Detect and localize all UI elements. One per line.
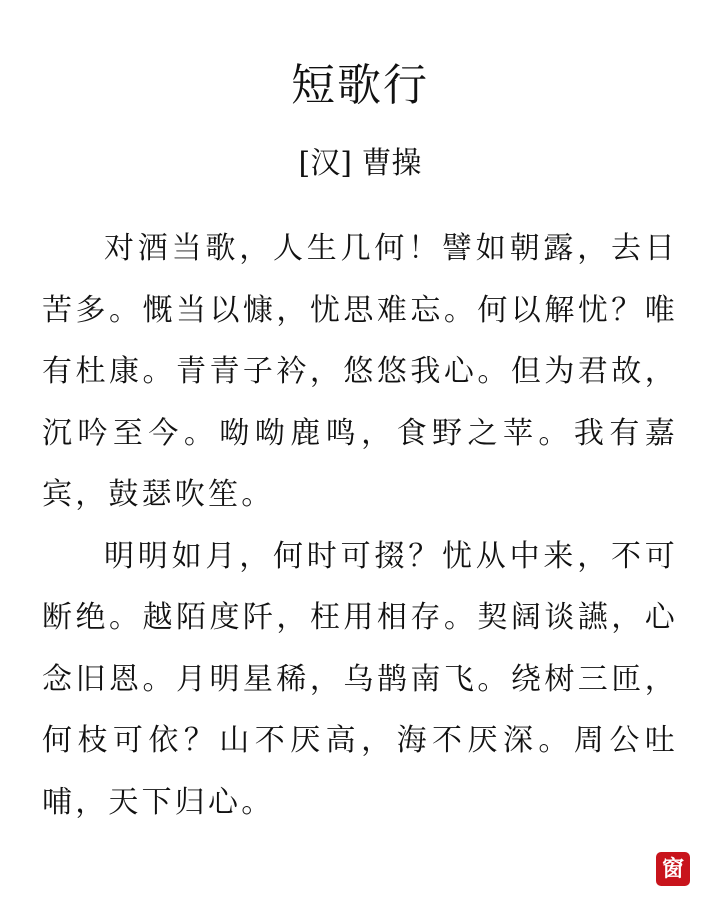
poem-paragraph-2: 明明如月，何时可掇？忧从中来，不可断绝。越陌度阡，枉用相存。契阔谈讌，心念旧恩。月明星稀，乌鹊南飞。绕树三匝，何枝可依？山不厌高，海不厌深。周公吐哺，天下归心。 [42, 538, 678, 820]
poem-title: 短歌行 [291, 60, 429, 111]
poem-paragraph-1: 对酒当歌，人生几何！譬如朝露，去日苦多。慨当以慷，忧思难忘。何以解忧？唯有杜康。青青子衿，悠悠我心。但为君故，沉吟至今。呦呦鹿鸣，食野之苹。我有嘉宾，鼓瑟吹笙。 [42, 231, 678, 512]
seal-stamp-icon: 窗 [656, 852, 690, 886]
poem-body [42, 218, 678, 833]
poem-author: [汉] 曹操 [298, 146, 422, 181]
